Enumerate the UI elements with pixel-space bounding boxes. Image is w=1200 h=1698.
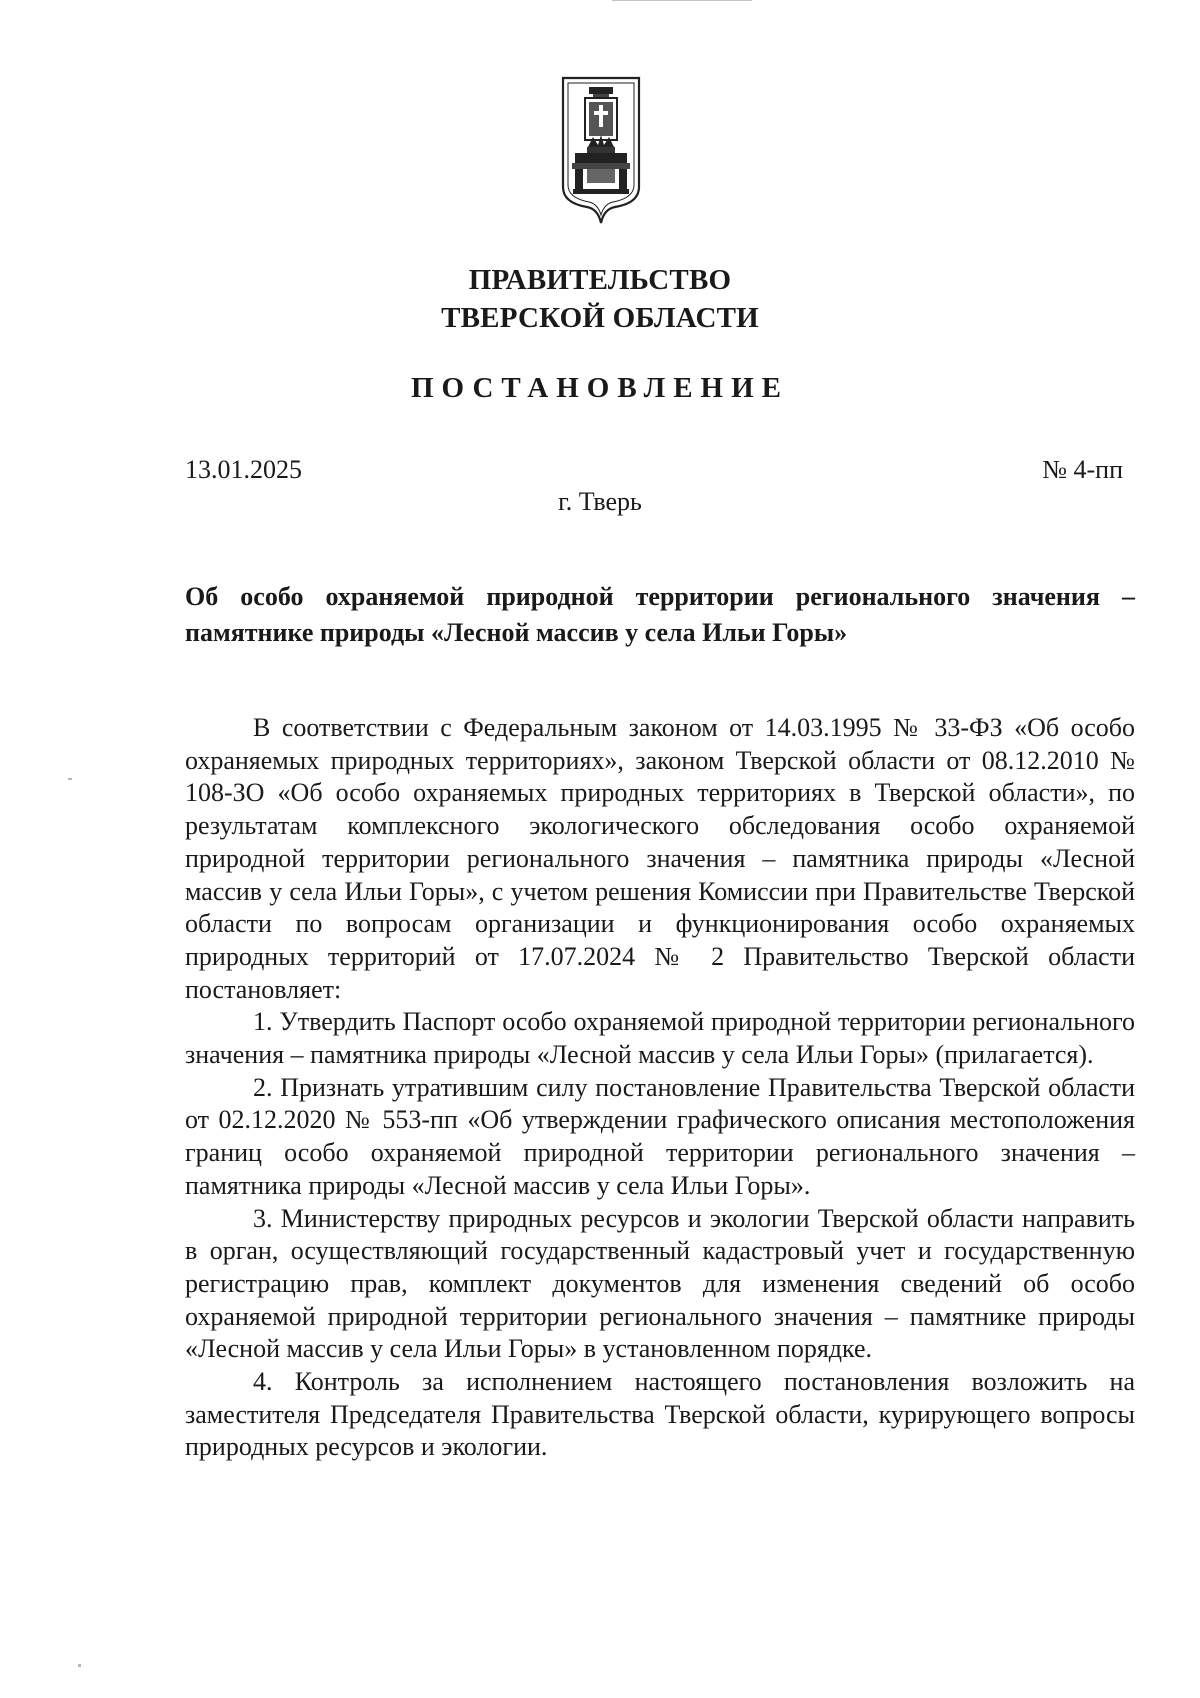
document-city: г. Тверь: [558, 487, 642, 516]
document-subject: Об особо охраняемой природной территории регионального значения – памятнике природы «Лесной массив у села Ильи Горы»: [185, 582, 1135, 647]
document-body: [185, 712, 1135, 1464]
preamble-paragraph: В соответствии с Федеральным законом от 14.03.1995 № 33-ФЗ «Об особо охраняемых природных территориях», законом Тверской области от 08.12.2010 № 108-ЗО «Об особо охраняемых природных территориях в Тверской области», по результатам комплексного экологического обследования особо охраняемой природной территории регионального значения – памятника природы «Лесной массив у села Ильи Горы», с учетом решения Комиссии при Правительстве Тверской области по вопросам организации и функционирования особо охраняемых природных территорий от 17.07.2024 № 2 Правительство Тверской области постановляет:: [185, 713, 1135, 1004]
scan-artifact: [78, 1664, 81, 1667]
clause-paragraph-1: 1. Утвердить Паспорт особо охраняемой природной территории регионального значения – памятника природы «Лесной массив у села Ильи Горы» (прилагается).: [185, 1007, 1135, 1070]
document-type-heading: ПОСТАНОВЛЕНИЕ: [410, 372, 789, 404]
organization-name-line1: ПРАВИТЕЛЬСТВО: [468, 264, 732, 296]
coat-of-arms-emblem: [560, 75, 642, 225]
clause-paragraph-3: 3. Министерству природных ресурсов и экологии Тверской области направить в орган, осуществляющий государственный кадастровый учет и государственную регистрацию прав, комплект документов для изменения сведений об особо охраняемой природной территории регионального значения – памятнике природы «Лесной массив у села Ильи Горы» в установленном порядке.: [185, 1203, 1135, 1364]
clause-paragraph-2: 2. Признать утратившим силу постановление Правительства Тверской области от 02.12.2020 № 553-пп «Об утверждении графического описания местоположения границ особо охраняемой природной территории регионального значения – памятника природы «Лесной массив у села Ильи Горы».: [185, 1072, 1135, 1200]
clause-paragraph-4: 4. Контроль за исполнением настоящего постановления возложить на заместителя Председателя Правительства Тверской области, курирующего вопросы природных ресурсов и экологии.: [185, 1367, 1135, 1462]
document-number: № 4-пп: [1042, 455, 1123, 484]
scan-artifact: [612, 0, 752, 1]
scan-artifact: [68, 778, 72, 780]
organization-name-line2: ТВЕРСКОЙ ОБЛАСТИ: [441, 302, 759, 334]
document-date: 13.01.2025: [185, 455, 302, 484]
